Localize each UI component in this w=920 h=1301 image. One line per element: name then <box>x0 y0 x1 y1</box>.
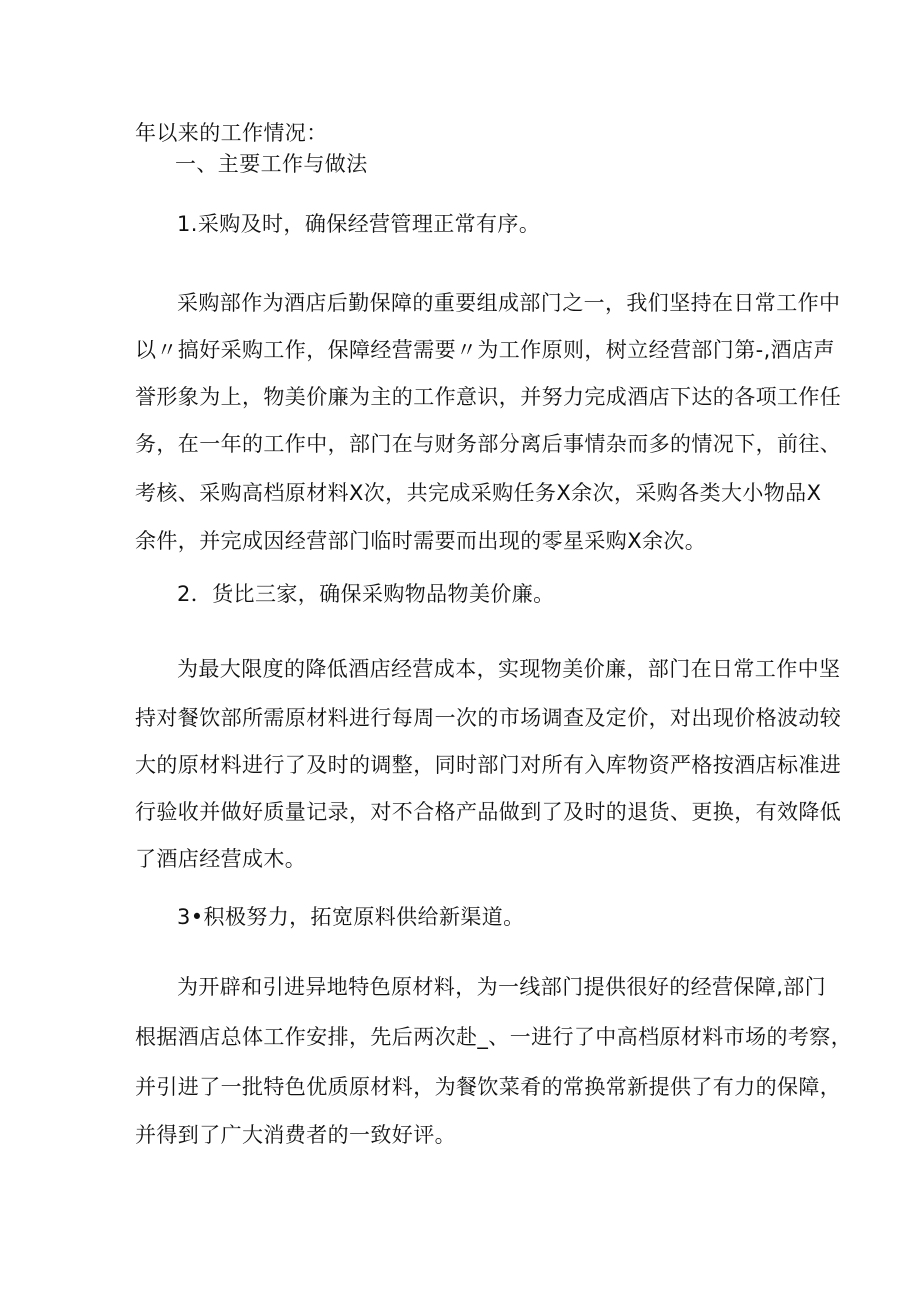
section-1-title: 1.采购及时，确保经营管理正常有序。 <box>177 212 541 236</box>
section-1-paragraph-line: 考核、采购高档原材料X次，共完成采购任务X余次，采购各类大小物品X <box>135 481 822 505</box>
section-3-paragraph-line: 并引进了一批特色优质原材料，为餐饮菜肴的常换常新提供了有力的保障， <box>135 1075 842 1099</box>
section-2-paragraph-line: 行验收并做好质量记录，对不合格产品做到了及时的退货、更换，有效降低 <box>135 800 842 824</box>
section-2-paragraph-line: 大的原材料进行了及时的调整，同时部门对所有入库物资严格按酒店标准进 <box>135 753 842 777</box>
section-1-paragraph-line: 余件，并完成因经营部门临时需要而出现的零星采购X余次。 <box>135 529 707 553</box>
section-2-paragraph-line: 了酒店经营成木。 <box>135 847 307 871</box>
section-2-paragraph-line: 为最大限度的降低酒店经营成本，实现物美价廉，部门在日常工作中坚 <box>177 657 841 681</box>
section-heading: 一、主要工作与做法 <box>175 152 368 176</box>
section-2-title: 2．货比三家，确保采购物品物美价廉。 <box>177 582 555 606</box>
section-3-title: 3•积极努力，拓宽原料供给新渠道。 <box>177 905 525 929</box>
intro-line: 年以来的工作情况： <box>135 121 328 145</box>
section-1-paragraph-line: 采购部作为酒店后勤保障的重要组成部门之一，我们坚持在日常工作中 <box>177 291 841 315</box>
section-1-paragraph-line: 以〃搞好采购工作，保障经营需要〃为工作原则，树立经营部门第-,酒店声 <box>135 338 835 362</box>
section-1-paragraph-line: 誉形象为上，物美价廉为主的工作意识，并努力完成酒店下达的各项工作任 <box>135 385 842 409</box>
section-2-paragraph-line: 持对餐饮部所需原材料进行每周一次的市场调查及定价，对出现价格波动较 <box>135 706 842 730</box>
section-3-paragraph-line: 并得到了广大消费者的一致好评。 <box>135 1123 456 1147</box>
section-1-paragraph-line: 务，在一年的工作中，部门在与财务部分离后事情杂而多的情况下，前往、 <box>135 432 842 456</box>
section-3-paragraph-line: 为开辟和引进异地特色原材料，为一线部门提供很好的经营保障,部门 <box>177 975 827 999</box>
section-3-paragraph-line: 根据酒店总体工作安排，先后两次赴_、一进行了中高档原材料市场的考察， <box>135 1025 853 1049</box>
